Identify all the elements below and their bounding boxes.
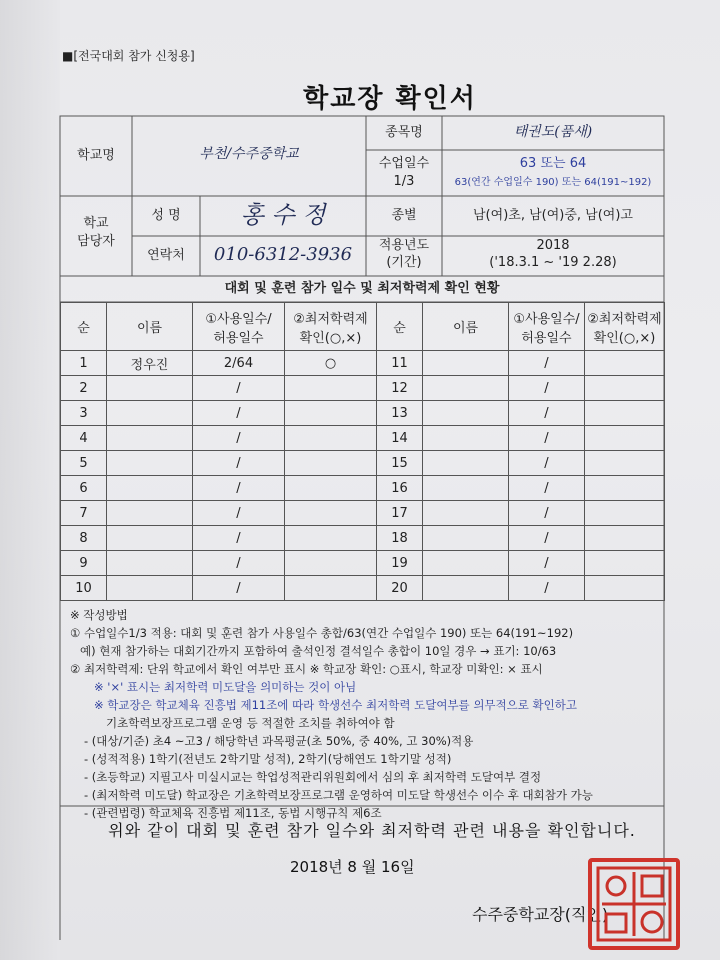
confirmation-statement: 위와 같이 대회 및 훈련 참가 일수와 최저학력 관련 내용을 확인합니다. xyxy=(108,821,636,840)
table-row xyxy=(61,476,665,501)
cell-no: 9 xyxy=(61,551,107,576)
cell-name xyxy=(107,501,193,526)
cell-acad xyxy=(585,576,665,601)
year-value: 2018 xyxy=(536,238,570,253)
cell-name xyxy=(107,426,193,451)
contact-label: 연락처 xyxy=(147,248,185,263)
cell-days: / xyxy=(193,426,285,451)
cell-name xyxy=(107,451,193,476)
form-code: ■[전국대회 참가 신청용] xyxy=(62,49,195,63)
cell-days: / xyxy=(193,551,285,576)
header-no: 순 xyxy=(377,303,423,351)
cell-days: / xyxy=(509,401,585,426)
header-days: ①사용일수/ 허용일수 xyxy=(509,303,585,351)
cell-acad xyxy=(585,476,665,501)
table-row xyxy=(61,451,665,476)
days-label-2: 1/3 xyxy=(393,174,415,189)
cell-no: 7 xyxy=(61,501,107,526)
cell-name xyxy=(423,451,509,476)
header-name: 이름 xyxy=(107,303,193,351)
cell-days: / xyxy=(509,526,585,551)
cell-acad xyxy=(585,351,665,376)
cell-acad xyxy=(585,426,665,451)
cell-days: / xyxy=(193,576,285,601)
table-row xyxy=(61,576,665,601)
cell-no: 13 xyxy=(377,401,423,426)
document-date: 2018년 8 월 16일 xyxy=(290,858,415,876)
table-row xyxy=(61,501,665,526)
event-label: 종목명 xyxy=(385,125,423,140)
note-5: - (대상/기준) 초4 ~고3 / 해당학년 과목평균(초 50%, 중 40%, 고 30%)적용 xyxy=(84,734,474,748)
cell-no: 20 xyxy=(377,576,423,601)
cell-name xyxy=(107,401,193,426)
note-1b: 예) 현재 참가하는 대회기간까지 포함하여 출석인정 결석일수 총합이 10일 경우 → 표기: 10/63 xyxy=(80,644,557,658)
school-name: 부천/수주중학교 xyxy=(199,146,299,162)
cell-days: / xyxy=(509,576,585,601)
cell-no: 12 xyxy=(377,376,423,401)
cell-days: / xyxy=(509,426,585,451)
cell-no: 6 xyxy=(61,476,107,501)
cell-acad xyxy=(285,401,377,426)
contact-value: 010-6312-3936 xyxy=(213,244,353,265)
cell-days: / xyxy=(509,451,585,476)
notes-heading: ※ 작성방법 xyxy=(70,608,128,622)
header-name: 이름 xyxy=(423,303,509,351)
cell-acad xyxy=(285,526,377,551)
cell-no: 19 xyxy=(377,551,423,576)
cell-no: 14 xyxy=(377,426,423,451)
type-value: 남(여)초, 남(여)중, 남(여)고 xyxy=(473,208,633,223)
event-value: 태권도(품새) xyxy=(513,124,593,140)
cell-no: 8 xyxy=(61,526,107,551)
cell-name xyxy=(423,426,509,451)
cell-acad xyxy=(285,576,377,601)
participation-table xyxy=(60,302,665,601)
cell-name xyxy=(423,551,509,576)
table-row xyxy=(61,376,665,401)
cell-name xyxy=(423,376,509,401)
note-4: ※ 학교장은 학교체육 진흥법 제11조에 따라 학생선수 최저학력 도달여부를 의무적으로 확인하고 xyxy=(94,698,577,712)
cell-acad: ○ xyxy=(285,351,377,376)
cell-name xyxy=(423,576,509,601)
table-row xyxy=(61,526,665,551)
note-9: - (관련법령) 학교체육 진흥법 제11조, 동법 시행규칙 제6조 xyxy=(84,806,382,820)
table-title: 대회 및 훈련 참가 일수 및 최저학력제 확인 현황 xyxy=(224,281,500,296)
cell-no: 15 xyxy=(377,451,423,476)
cell-days: / xyxy=(193,451,285,476)
year-period: ('18.3.1 ~ '19 2.28) xyxy=(489,255,617,270)
staff-label-1: 학교 xyxy=(83,216,109,231)
cell-acad xyxy=(585,501,665,526)
cell-name xyxy=(107,576,193,601)
cell-no: 10 xyxy=(61,576,107,601)
cell-acad xyxy=(285,426,377,451)
cell-no: 3 xyxy=(61,401,107,426)
note-6: - (성적적용) 1학기(전년도 2학기말 성적), 2학기(당해연도 1학기말 성적) xyxy=(84,752,452,766)
staff-label-2: 담당자 xyxy=(77,234,115,249)
instructions xyxy=(70,606,670,822)
note-3: ※ '×' 표시는 최저학력 미도달을 의미하는 것이 아님 xyxy=(94,680,357,694)
cell-days: / xyxy=(193,376,285,401)
cell-acad xyxy=(285,476,377,501)
table-row xyxy=(61,426,665,451)
cell-name xyxy=(107,476,193,501)
table-header-row xyxy=(61,303,665,351)
note-4b: 기초학력보장프로그램 운영 등 적절한 조치를 취하여야 함 xyxy=(106,716,395,730)
cell-days: / xyxy=(509,551,585,576)
cell-acad xyxy=(585,376,665,401)
note-2: ② 최저학력제: 단위 학교에서 확인 여부만 표시 ※ 학교장 확인: ○표시, 학교장 미확인: × 표시 xyxy=(70,662,543,676)
name-label: 성 명 xyxy=(151,208,181,223)
year-label-2: (기간) xyxy=(386,255,422,270)
table-row xyxy=(61,551,665,576)
days-note: 63(연간 수업일수 190) 또는 64(191~192) xyxy=(454,177,652,188)
cell-days: 2/64 xyxy=(193,351,285,376)
cell-acad xyxy=(285,551,377,576)
cell-days: / xyxy=(193,401,285,426)
cell-days: / xyxy=(509,376,585,401)
official-seal xyxy=(588,858,680,950)
cell-days: / xyxy=(193,501,285,526)
school-label: 학교명 xyxy=(77,148,115,163)
note-8: - (최저학력 미도달) 학교장은 기초학력보장프로그램 운영하여 미도달 학생선수 이수 후 대회참가 가능 xyxy=(84,788,593,802)
cell-name xyxy=(423,401,509,426)
table-row xyxy=(61,351,665,376)
cell-name xyxy=(107,526,193,551)
cell-name xyxy=(107,376,193,401)
cell-no: 17 xyxy=(377,501,423,526)
note-1: ① 수업일수1/3 적용: 대회 및 훈련 참가 사용일수 총합/63(연간 수업일수 190) 또는 64(191~192) xyxy=(70,626,574,640)
cell-days: / xyxy=(509,351,585,376)
year-label-1: 적용년도 xyxy=(378,238,430,253)
cell-acad xyxy=(285,376,377,401)
cell-days: / xyxy=(193,476,285,501)
cell-no: 18 xyxy=(377,526,423,551)
days-value: 63 또는 64 xyxy=(519,156,587,171)
type-label: 종별 xyxy=(391,208,417,223)
cell-acad xyxy=(285,501,377,526)
cell-name xyxy=(423,501,509,526)
cell-no: 5 xyxy=(61,451,107,476)
cell-name xyxy=(107,551,193,576)
header-acad: ②최저학력제 확인(○,×) xyxy=(285,303,377,351)
name-value: 홍 수 정 xyxy=(240,201,326,229)
document-title: 학교장 확인서 xyxy=(303,84,477,114)
cell-name xyxy=(423,351,509,376)
header-days: ①사용일수/ 허용일수 xyxy=(193,303,285,351)
header-no: 순 xyxy=(61,303,107,351)
cell-acad xyxy=(285,451,377,476)
table-row xyxy=(61,401,665,426)
cell-days: / xyxy=(509,501,585,526)
cell-no: 16 xyxy=(377,476,423,501)
cell-name xyxy=(423,476,509,501)
cell-no: 1 xyxy=(61,351,107,376)
cell-no: 2 xyxy=(61,376,107,401)
cell-days: / xyxy=(509,476,585,501)
cell-no: 4 xyxy=(61,426,107,451)
cell-acad xyxy=(585,526,665,551)
cell-days: / xyxy=(193,526,285,551)
cell-name: 정우진 xyxy=(107,351,193,376)
cell-acad xyxy=(585,401,665,426)
days-label-1: 수업일수 xyxy=(378,156,430,171)
cell-no: 11 xyxy=(377,351,423,376)
signer-name: 수주중학교장(직인) xyxy=(472,905,609,924)
note-7: - (초등학교) 지필고사 미실시교는 학업성적관리위원회에서 심의 후 최저학력 도달여부 결정 xyxy=(84,770,542,784)
header-acad: ②최저학력제 확인(○,×) xyxy=(585,303,665,351)
cell-name xyxy=(423,526,509,551)
cell-acad xyxy=(585,551,665,576)
cell-acad xyxy=(585,451,665,476)
